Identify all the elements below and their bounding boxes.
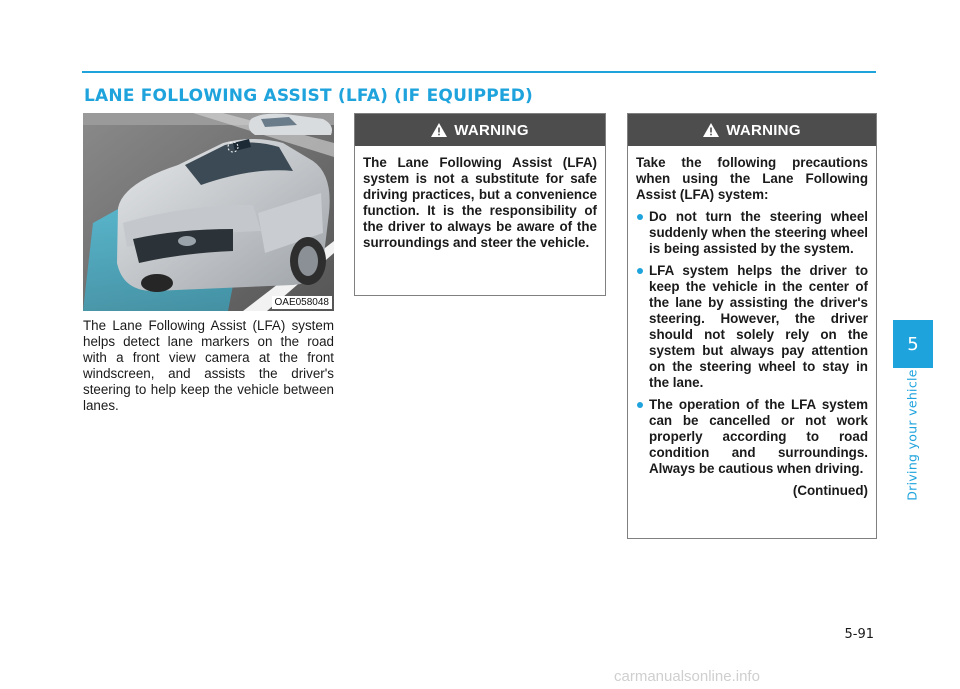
lfa-car-illustration (83, 113, 334, 311)
warning-heading-2: WARNING (726, 121, 801, 139)
warning-box-1 (354, 113, 606, 296)
page-number: 5-91 (844, 627, 874, 642)
car-camera-illustration (83, 113, 334, 311)
warning-heading-1: WARNING (454, 121, 529, 139)
chapter-number: 5 (907, 333, 919, 355)
warning-box-2 (627, 113, 877, 539)
warning-triangle-icon (703, 123, 719, 137)
continued-label: (Continued) (792, 483, 868, 498)
warning-header-2 (628, 114, 876, 146)
list-item: The operation of the LFA system can be cancelled or not work properly according to road condition and surroundings. Always be cautious when driving. (636, 397, 868, 477)
warning-triangle-icon (431, 123, 447, 137)
list-item: Do not turn the steering wheel suddenly when the steering wheel is being assisted by the system. (636, 209, 868, 257)
watermark: carmanualsonline.info (614, 668, 760, 685)
chapter-tab (893, 320, 933, 368)
intro-paragraph: The Lane Following Assist (LFA) system helps detect lane markers on the road with a front view camera at the front windscreen, and assists the driver's steering to help keep the vehicle between lanes. (83, 318, 334, 413)
top-rule (82, 71, 876, 73)
warning-header-1 (355, 114, 605, 146)
warning-intro-2: Take the following precautions when using the Lane Following Assist (LFA) system: (636, 155, 868, 202)
figure-code: OAE058048 (272, 296, 333, 309)
precaution-list (636, 209, 868, 477)
section-title: LANE FOLLOWING ASSIST (LFA) (IF EQUIPPED) (84, 86, 534, 106)
list-item: LFA system helps the driver to keep the vehicle in the center of the lane by assisting the driver's steering. However, the driver should not solely rely on the system but always pay attention on the steering wheel to stay in the lane. (636, 263, 868, 391)
warning-body-1: The Lane Following Assist (LFA) system is not a substitute for safe driving practices, but a convenience function. It is the responsibility of the driver to always be aware of the surroundings and steer the vehicle. (363, 155, 597, 250)
chapter-label: Driving your vehicle (904, 369, 920, 501)
